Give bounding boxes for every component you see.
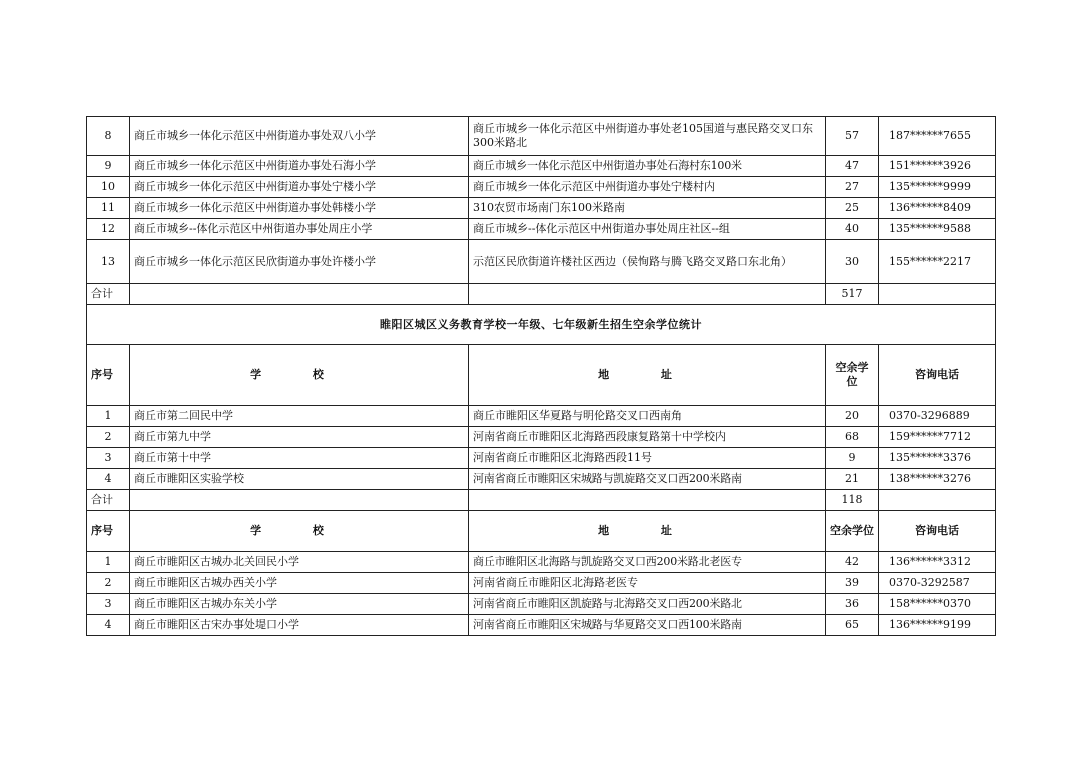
vacant-seats: 21	[826, 469, 879, 490]
vacant-seats: 40	[826, 219, 879, 240]
total-seats: 517	[826, 284, 879, 305]
table-row	[87, 615, 996, 636]
table-row	[87, 219, 996, 240]
school-address: 河南省商丘市睢阳区宋城路与凯旋路交叉口西200米路南	[469, 469, 826, 490]
row-number: 4	[87, 469, 130, 490]
school-name: 商丘市城乡一体化示范区中州街道办事处石海小学	[130, 156, 469, 177]
row-number: 10	[87, 177, 130, 198]
header-phone: 咨询电话	[879, 345, 996, 406]
row-number: 13	[87, 240, 130, 284]
vacant-seats: 9	[826, 448, 879, 469]
school-address: 商丘市城乡一体化示范区中州街道办事处老105国道与惠民路交叉口东300米路北	[469, 117, 826, 156]
contact-phone: 136******8409	[879, 198, 996, 219]
table-row	[87, 469, 996, 490]
school-name: 商丘市城乡一体化示范区中州街道办事处宁楼小学	[130, 177, 469, 198]
row-number: 1	[87, 406, 130, 427]
table-row	[87, 117, 996, 156]
school-name: 商丘市第九中学	[130, 427, 469, 448]
school-name: 商丘市第十中学	[130, 448, 469, 469]
vacant-seats: 57	[826, 117, 879, 156]
contact-phone: 158******0370	[879, 594, 996, 615]
school-name: 商丘市睢阳区古城办西关小学	[130, 573, 469, 594]
row-number: 3	[87, 594, 130, 615]
contact-phone: 135******9999	[879, 177, 996, 198]
row-number: 9	[87, 156, 130, 177]
header-school: 学 校	[130, 511, 469, 552]
row-number: 4	[87, 615, 130, 636]
vacant-seats: 25	[826, 198, 879, 219]
header-address: 地 址	[469, 345, 826, 406]
total-row	[87, 490, 996, 511]
school-address: 商丘市睢阳区北海路与凯旋路交叉口西200米路北老医专	[469, 552, 826, 573]
table-row	[87, 448, 996, 469]
school-address: 河南省商丘市睢阳区北海路西段11号	[469, 448, 826, 469]
table-row	[87, 406, 996, 427]
school-name: 商丘市睢阳区古城办北关回民小学	[130, 552, 469, 573]
contact-phone: 159******7712	[879, 427, 996, 448]
school-name: 商丘市城乡一体化示范区中州街道办事处韩楼小学	[130, 198, 469, 219]
row-number: 12	[87, 219, 130, 240]
contact-phone: 155******2217	[879, 240, 996, 284]
school-name: 商丘市第二回民中学	[130, 406, 469, 427]
enrollment-table	[86, 116, 996, 636]
table-row	[87, 198, 996, 219]
school-address: 商丘市城乡一体化示范区中州街道办事处石海村东100米	[469, 156, 826, 177]
school-name: 商丘市睢阳区实验学校	[130, 469, 469, 490]
contact-phone: 136******3312	[879, 552, 996, 573]
vacant-seats: 39	[826, 573, 879, 594]
school-address: 河南省商丘市睢阳区宋城路与华夏路交叉口西100米路南	[469, 615, 826, 636]
school-name: 商丘市睢阳区古城办东关小学	[130, 594, 469, 615]
total-label: 合计	[87, 490, 130, 511]
vacant-seats: 27	[826, 177, 879, 198]
header-seats: 空余学位	[826, 511, 879, 552]
row-number: 1	[87, 552, 130, 573]
row-number: 11	[87, 198, 130, 219]
school-address: 商丘市睢阳区华夏路与明伦路交叉口西南角	[469, 406, 826, 427]
vacant-seats: 20	[826, 406, 879, 427]
header-number: 序号	[87, 345, 130, 406]
school-address: 310农贸市场南门东100米路南	[469, 198, 826, 219]
vacant-seats: 30	[826, 240, 879, 284]
school-name: 商丘市城乡一体化示范区民欣街道办事处许楼小学	[130, 240, 469, 284]
contact-phone: 135******9588	[879, 219, 996, 240]
total-row	[87, 284, 996, 305]
total-label: 合计	[87, 284, 130, 305]
vacant-seats: 42	[826, 552, 879, 573]
table-row	[87, 573, 996, 594]
contact-phone: 0370-3296889	[879, 406, 996, 427]
section-title-row	[87, 305, 996, 345]
school-address: 商丘市城乡--体化示范区中州街道办事处周庄社区--组	[469, 219, 826, 240]
school-address: 河南省商丘市睢阳区北海路老医专	[469, 573, 826, 594]
school-name: 商丘市睢阳区古宋办事处堤口小学	[130, 615, 469, 636]
contact-phone: 136******9199	[879, 615, 996, 636]
contact-phone: 0370-3292587	[879, 573, 996, 594]
table-row	[87, 156, 996, 177]
school-address: 示范区民欣街道许楼社区西边（侯恂路与腾飞路交叉路口东北角）	[469, 240, 826, 284]
row-number: 2	[87, 427, 130, 448]
vacant-seats: 47	[826, 156, 879, 177]
header-seats: 空余学位	[826, 345, 879, 406]
school-address: 河南省商丘市睢阳区凯旋路与北海路交叉口西200米路北	[469, 594, 826, 615]
section-title: 睢阳区城区义务教育学校一年级、七年级新生招生空余学位统计	[87, 305, 996, 345]
school-address: 河南省商丘市睢阳区北海路西段康复路第十中学校内	[469, 427, 826, 448]
contact-phone: 187******7655	[879, 117, 996, 156]
vacant-seats: 36	[826, 594, 879, 615]
header-phone: 咨询电话	[879, 511, 996, 552]
contact-phone: 135******3376	[879, 448, 996, 469]
table-row	[87, 240, 996, 284]
row-number: 2	[87, 573, 130, 594]
contact-phone: 138******3276	[879, 469, 996, 490]
school-address: 商丘市城乡一体化示范区中州街道办事处宁楼村内	[469, 177, 826, 198]
school-name: 商丘市城乡--体化示范区中州街道办事处周庄小学	[130, 219, 469, 240]
header-number: 序号	[87, 511, 130, 552]
header-row	[87, 511, 996, 552]
row-number: 8	[87, 117, 130, 156]
table-row	[87, 552, 996, 573]
vacant-seats: 65	[826, 615, 879, 636]
table-row	[87, 427, 996, 448]
school-name: 商丘市城乡一体化示范区中州街道办事处双八小学	[130, 117, 469, 156]
header-address: 地 址	[469, 511, 826, 552]
header-school: 学 校	[130, 345, 469, 406]
header-row	[87, 345, 996, 406]
table-row	[87, 177, 996, 198]
vacant-seats: 68	[826, 427, 879, 448]
row-number: 3	[87, 448, 130, 469]
contact-phone: 151******3926	[879, 156, 996, 177]
table-row	[87, 594, 996, 615]
total-seats: 118	[826, 490, 879, 511]
